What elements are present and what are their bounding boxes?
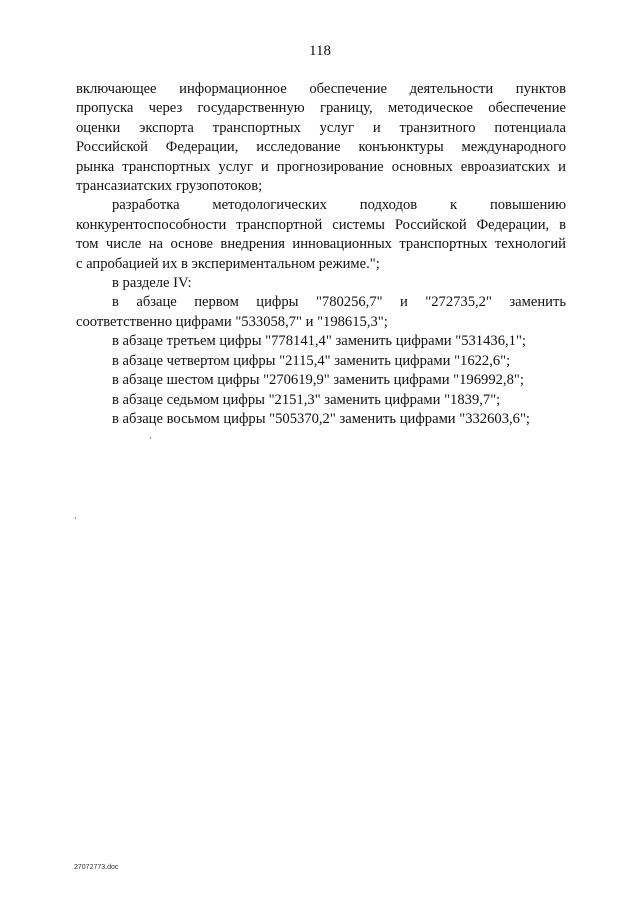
paragraph-sixth-abzac: в абзаце шестом цифры "270619,9" заменить цифрами "196992,8"; — [112, 372, 524, 389]
text-line: Российской Федерации, исследование конъюнктуры международного — [76, 139, 566, 156]
text-line: включающее информационное обеспечение деятельности пунктов — [76, 81, 566, 97]
scan-speck — [75, 517, 76, 519]
text-line: оценки экспорта транспортных услуг и транзитного потенциала — [76, 119, 566, 136]
text-line: трансазиатских грузопотоков; — [76, 178, 263, 195]
paragraph-eighth-abzac: в абзаце восьмом цифры "505370,2" заменить цифрами "332603,6"; — [112, 410, 530, 427]
text-line: том числе на основе внедрения инновационных транспортных технологий — [76, 236, 566, 253]
text-line: конкурентоспособности транспортной системы Российской Федерации, в — [76, 216, 566, 233]
text-line: с апробацией их в экспериментальном режиме."; — [76, 255, 380, 272]
text-line: соответственно цифрами "533058,7" и "198615,3"; — [76, 313, 388, 330]
text-line: в абзаце первом цифры "780256,7" и "272735,2" заменить — [112, 294, 566, 311]
document-body — [76, 80, 566, 429]
paragraph-seventh-abzac: в абзаце седьмом цифры "2151,3" заменить цифрами "1839,7"; — [112, 391, 501, 408]
paragraph-section-iv: в разделе IV: — [112, 275, 192, 292]
text-line: пропуска через государственную границу, методическое обеспечение — [76, 100, 566, 117]
paragraph-methodology — [76, 196, 566, 274]
text-line: разработка методологических подходов к повышению — [112, 197, 566, 214]
paragraph-first-abzac — [76, 293, 566, 332]
page-number: 118 — [309, 43, 331, 59]
paragraph-continuation — [76, 80, 566, 196]
paragraph-third-abzac: в абзаце третьем цифры "778141,4" заменить цифрами "531436,1"; — [112, 333, 526, 350]
paragraph-fourth-abzac: в абзаце четвертом цифры "2115,4" заменить цифрами "1622,6"; — [112, 352, 511, 369]
scan-speck — [150, 437, 151, 439]
document-file-id: 27072773.doc — [74, 864, 119, 871]
text-line: рынка транспортных услуг и прогнозирование основных евроазиатских и — [76, 158, 566, 175]
